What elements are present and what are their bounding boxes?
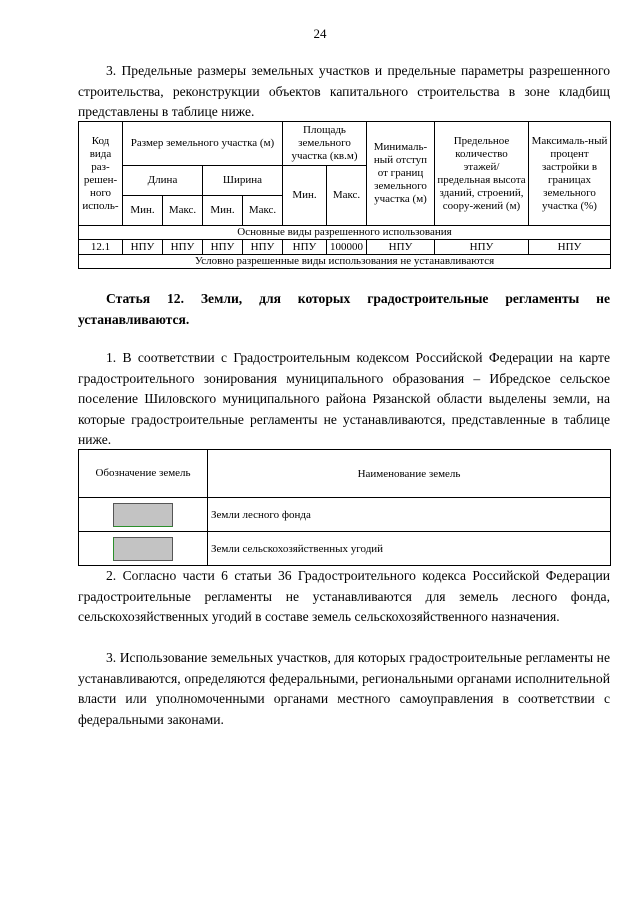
article-heading-block — [78, 289, 610, 330]
table-row — [79, 532, 611, 566]
table-row — [79, 498, 611, 532]
paragraph-usage — [78, 648, 610, 730]
header-size: Размер земельного участка (м) — [123, 122, 283, 166]
main-uses-label: Основные виды разрешенного использования — [79, 226, 611, 240]
page-number: 24 — [313, 26, 327, 41]
cell-setback: НПУ — [367, 240, 435, 255]
lands-table — [78, 449, 611, 566]
paragraph-regulations — [78, 566, 610, 628]
header-area-min: Мин. — [283, 166, 327, 226]
header-length-max: Макс. — [163, 196, 203, 226]
header-length: Длина — [123, 166, 203, 196]
paragraph-text: 1. В соответствии с Градостроительным кодексом Российской Федерации на карте градостроительного зонирования муниципального образования – Ибредское сельское поселение Шиловского муниципального района Рязанской области выделены земли, на которые градостроительные регламенты не устанавливаются, представленные в таблице ниже. — [78, 350, 610, 447]
cell-length-min: НПУ — [123, 240, 163, 255]
header-width-max: Макс. — [243, 196, 283, 226]
cell-area-max: 100000 — [327, 240, 367, 255]
cell-length-max: НПУ — [163, 240, 203, 255]
land-name-forest: Земли лесного фонда — [208, 498, 611, 532]
cell-floors: НПУ — [435, 240, 529, 255]
header-area: Площадь земельного участка (кв.м) — [283, 122, 367, 166]
paragraph-limits — [78, 61, 610, 123]
cell-area-min: НПУ — [283, 240, 327, 255]
header-setback: Минималь-ный отступ от границ земельного участка (м) — [367, 122, 435, 226]
paragraph-lands — [78, 348, 610, 451]
header-area-max: Макс. — [327, 166, 367, 226]
header-designation: Обозначение земель — [79, 450, 208, 498]
paragraph-text: 2. Согласно части 6 статьи 36 Градостроительного кодекса Российской Федерации градостроительные регламенты не устанавливаются для земель лесного фонда, сельскохозяйственных угодий в составе земель сельскохозяйственного назначения. — [78, 568, 610, 624]
article-heading: Статья 12. Земли, для которых градостроительные регламенты не устанавливаются. — [78, 291, 610, 327]
conditional-uses-label: Условно разрешенные виды использования не устанавливаются — [79, 255, 611, 269]
paragraph-text: 3. Использование земельных участков, для которых градостроительные регламенты не устанавливаются, определяются федеральными, региональными органами исполнительной власти или уполномоченными органами местного самоуправления в соответствии с федеральными законами. — [78, 650, 610, 727]
table-row — [79, 240, 611, 255]
cell-width-max: НПУ — [243, 240, 283, 255]
paragraph-text: 3. Предельные размеры земельных участков и предельные параметры разрешенного строительства, реконструкции объектов капитального строительства в зоне кладбищ представлены в таблице ниже. — [78, 63, 610, 119]
header-land-name: Наименование земель — [208, 450, 611, 498]
cell-width-min: НПУ — [203, 240, 243, 255]
header-code: Код вида раз-решен-ного исполь- — [79, 122, 123, 226]
agricultural-land-swatch — [113, 537, 173, 561]
cell-code: 12.1 — [79, 240, 123, 255]
limits-table — [78, 121, 611, 269]
header-width: Ширина — [203, 166, 283, 196]
header-floors: Предельное количество этажей/ предельная высота зданий, строений, соору-жений (м) — [435, 122, 529, 226]
header-percent: Максималь-ный процент застройки в границах земельного участка (%) — [529, 122, 611, 226]
header-width-min: Мин. — [203, 196, 243, 226]
forest-land-swatch — [113, 503, 173, 527]
cell-percent: НПУ — [529, 240, 611, 255]
land-name-agricultural: Земли сельскохозяйственных угодий — [208, 532, 611, 566]
header-length-min: Мин. — [123, 196, 163, 226]
